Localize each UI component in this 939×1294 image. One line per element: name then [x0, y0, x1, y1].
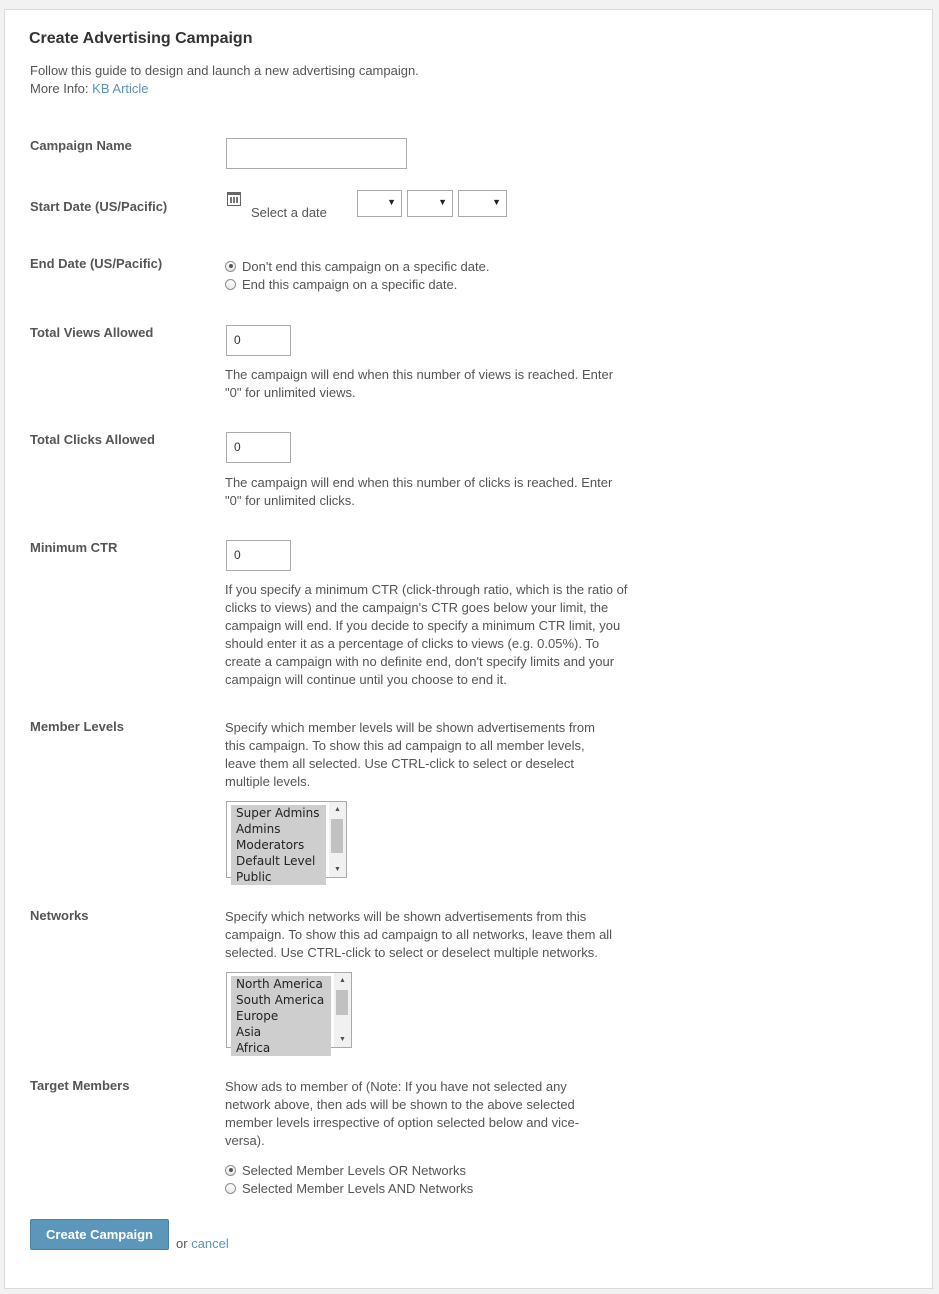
target-option-or[interactable] [225, 1161, 466, 1179]
scrollbar-thumb[interactable] [331, 819, 343, 853]
start-year-select[interactable] [458, 190, 507, 217]
list-item[interactable]: Asia [231, 1024, 331, 1040]
form-title: Create Advertising Campaign [29, 30, 253, 47]
cancel-link[interactable]: cancel [191, 1236, 229, 1251]
target-option-label: Selected Member Levels OR Networks [242, 1162, 466, 1178]
list-item[interactable]: Moderators [231, 837, 326, 853]
more-info-line [30, 80, 419, 98]
member-levels-help: Specify which member levels will be shown advertisements from this campaign. To show this ad campaign to all member levels, leave them all selected. Use CTRL-click to select or deselect multiple levels. [225, 720, 595, 789]
list-item[interactable]: Admins [231, 821, 326, 837]
radio-unselected-icon[interactable] [225, 279, 236, 290]
kb-article-link[interactable]: KB Article [92, 81, 149, 96]
campaign-name-label: Campaign Name [30, 138, 132, 153]
end-date-option-specific[interactable] [225, 275, 457, 293]
list-item[interactable]: Africa [231, 1040, 331, 1056]
networks-options [231, 976, 331, 1055]
radio-selected-icon[interactable] [225, 1165, 236, 1176]
total-views-help: The campaign will end when this number of views is reached. Enter "0" for unlimited views. [225, 367, 614, 400]
scroll-up-icon[interactable]: ▲ [339, 977, 346, 984]
select-date-link[interactable]: Select a date [251, 205, 327, 220]
target-members-help: Show ads to member of (Note: If you have not selected any network above, then ads will be shown to the above selected member levels irrespective of option selected below and vice-versa). [225, 1079, 580, 1148]
networks-help: Specify which networks will be shown advertisements from this campaign. To show this ad campaign to all networks, leave them all selected. Use CTRL-click to select or deselect multiple networks. [225, 909, 613, 960]
min-ctr-input[interactable]: 0 [226, 540, 291, 571]
form-description: Follow this guide to design and launch a new advertising campaign. [30, 63, 419, 78]
member-levels-listbox[interactable] [226, 801, 347, 884]
campaign-name-input[interactable] [226, 138, 407, 169]
target-option-and[interactable] [225, 1179, 473, 1197]
scroll-down-icon[interactable]: ▼ [334, 866, 341, 873]
networks-listbox[interactable] [226, 972, 352, 1055]
start-day-select[interactable] [407, 190, 453, 217]
chevron-down-icon: ▼ [387, 197, 396, 207]
total-clicks-input[interactable]: 0 [226, 432, 291, 463]
list-item[interactable]: Default Level [231, 853, 326, 869]
member-levels-label: Member Levels [30, 719, 124, 734]
chevron-down-icon: ▼ [438, 197, 447, 207]
or-text: or [176, 1236, 188, 1251]
start-date-label: Start Date (US/Pacific) [30, 199, 168, 214]
form-intro [30, 62, 419, 98]
calendar-icon[interactable] [227, 192, 241, 206]
end-date-option-no-end[interactable] [225, 257, 489, 275]
list-item[interactable]: Super Admins [231, 805, 326, 821]
scroll-up-icon[interactable]: ▲ [334, 806, 341, 813]
total-views-input[interactable]: 0 [226, 325, 291, 356]
list-item[interactable]: North America [231, 976, 331, 992]
start-month-select[interactable] [357, 190, 402, 217]
member-levels-options [231, 805, 326, 884]
chevron-down-icon: ▼ [492, 197, 501, 207]
target-members-label: Target Members [30, 1078, 130, 1093]
networks-label: Networks [30, 908, 89, 923]
end-date-label: End Date (US/Pacific) [30, 256, 163, 271]
scrollbar-thumb[interactable] [336, 990, 348, 1015]
actions-separator [176, 1236, 229, 1251]
min-ctr-help: If you specify a minimum CTR (click-through ratio, which is the ratio of clicks to views) and the campaign's CTR goes below your limit, the campaign will end. If you decide to specify a minimum CTR limit, you should enter it as a percentage of clicks to views (e.g. 0.05%). To create a campaign with no definite end, don't specify limits and your campaign will continue until you choose to end it. [225, 582, 628, 687]
create-campaign-button[interactable]: Create Campaign [30, 1219, 169, 1250]
list-item[interactable]: Europe [231, 1008, 331, 1024]
radio-selected-icon[interactable] [225, 261, 236, 272]
end-date-option-label: End this campaign on a specific date. [242, 276, 458, 292]
scrollbar[interactable] [329, 802, 346, 877]
scrollbar[interactable] [334, 973, 351, 1047]
total-clicks-help: The campaign will end when this number of clicks is reached. Enter "0" for unlimited clicks. [225, 475, 613, 508]
list-item[interactable]: South America [231, 992, 331, 1008]
more-info-prefix: More Info: [30, 81, 89, 96]
end-date-option-label: Don't end this campaign on a specific date. [242, 258, 490, 274]
list-item[interactable]: Public [231, 869, 326, 885]
total-views-label: Total Views Allowed [30, 325, 154, 340]
scroll-down-icon[interactable]: ▼ [339, 1036, 346, 1043]
total-clicks-label: Total Clicks Allowed [30, 432, 155, 447]
radio-unselected-icon[interactable] [225, 1183, 236, 1194]
target-option-label: Selected Member Levels AND Networks [242, 1180, 474, 1196]
min-ctr-label: Minimum CTR [30, 540, 118, 555]
